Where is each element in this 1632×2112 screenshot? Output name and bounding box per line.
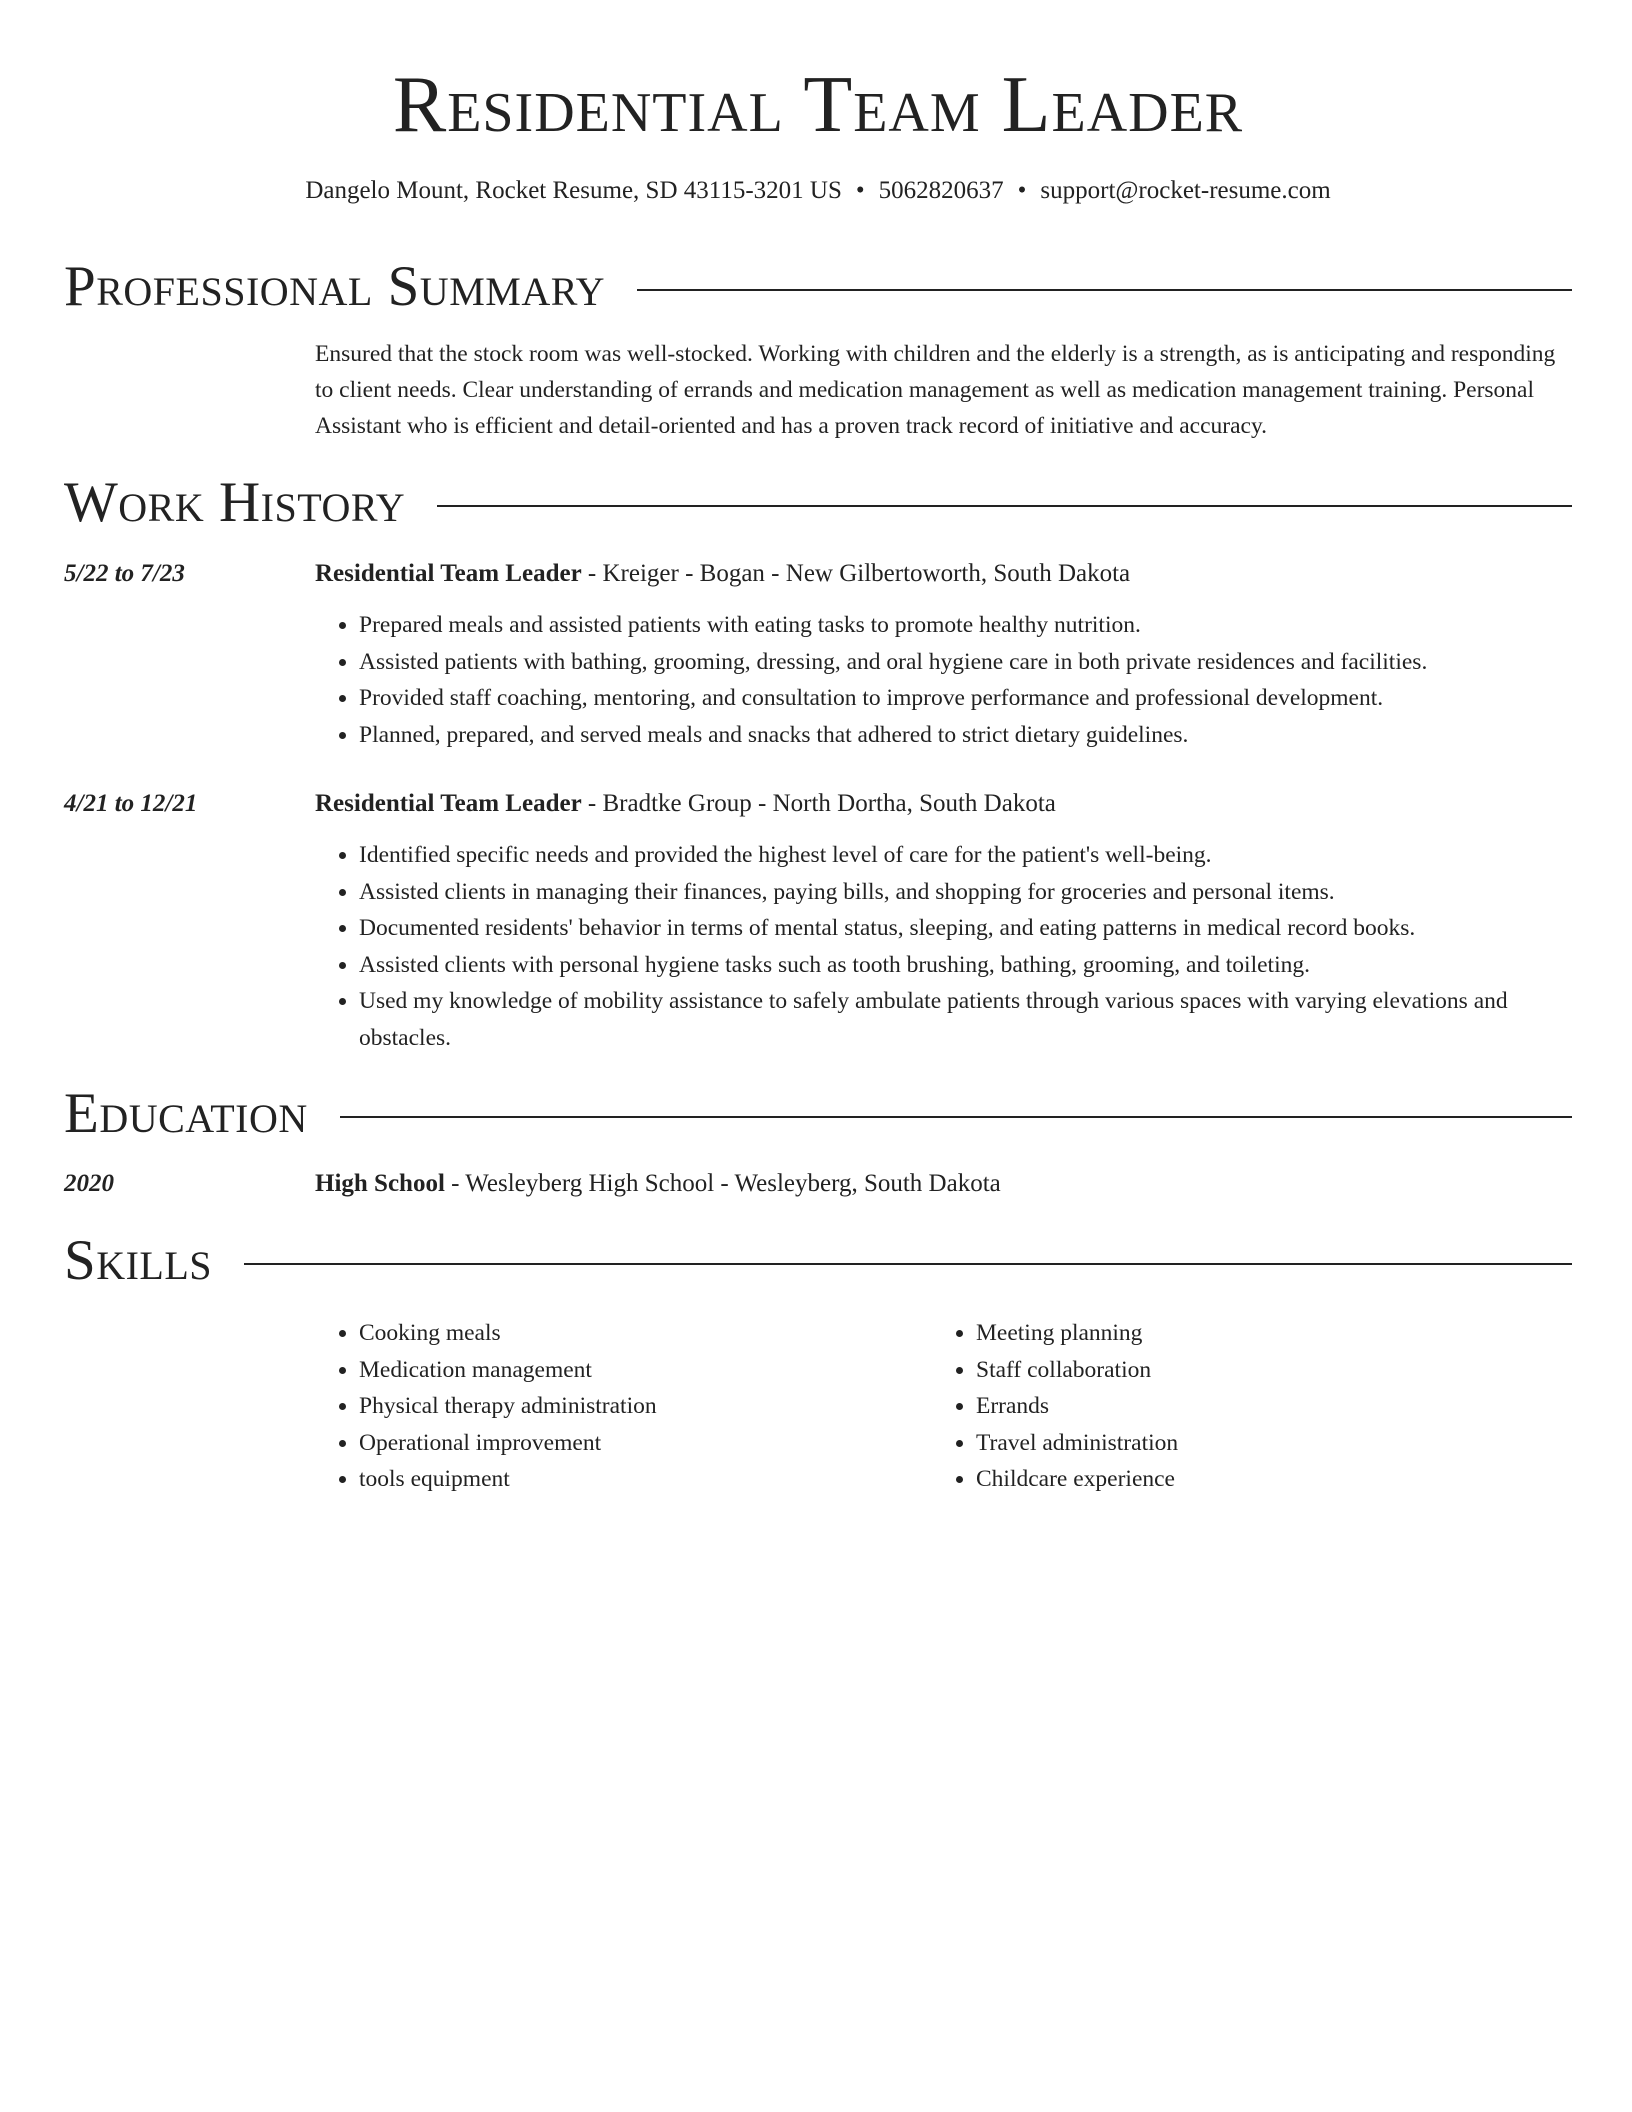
section-divider xyxy=(340,1116,1572,1118)
skill-item: • Cooking meals xyxy=(359,1315,915,1352)
skill-item: • Operational improvement xyxy=(359,1425,915,1462)
skill-item: • Childcare experience xyxy=(976,1461,1532,1498)
contact-line xyxy=(64,174,1572,208)
education-degree: High School xyxy=(315,1170,445,1197)
summary-text: Ensured that the stock room was well-stocked. Working with children and the elderly is a strength, as is anticipating and responding to client needs. Clear understanding of errands and medication management as well as medication management training. Personal Assistant who is efficient and detail-oriented and has a proven track record of initiative and accuracy. xyxy=(315,341,1556,439)
work-section-header xyxy=(64,470,1572,536)
education-heading: Education xyxy=(64,1082,308,1145)
skills-list-left xyxy=(315,1315,915,1498)
list-item: • Assisted clients in managing their finances, paying bills, and shopping for groceries and personal items. xyxy=(359,874,1572,911)
work-heading: Work History xyxy=(64,471,406,534)
skill-item: • Medication management xyxy=(359,1352,915,1389)
summary-section-header xyxy=(64,254,1572,320)
list-item: • Documented residents' behavior in terms of mental status, sleeping, and eating patterns in medical record books. xyxy=(359,910,1572,947)
contact-separator: • xyxy=(1017,177,1027,204)
work-entry-bullets xyxy=(315,837,1572,1056)
section-divider xyxy=(437,505,1572,507)
list-item: • Prepared meals and assisted patients with eating tasks to promote healthy nutrition. xyxy=(359,607,1572,644)
education-entry xyxy=(315,1167,1572,1201)
education-details: - Wesleyberg High School - Wesleyberg, South Dakota xyxy=(444,1170,1001,1197)
skill-item: • Travel administration xyxy=(976,1425,1532,1462)
summary-heading: Professional Summary xyxy=(64,255,606,318)
list-item: • Used my knowledge of mobility assistance to safely ambulate patients through various spaces with varying elevations and obstacles. xyxy=(359,983,1572,1056)
work-entry-bullets xyxy=(315,607,1572,753)
education-section-header xyxy=(64,1081,1572,1147)
skill-item: • Errands xyxy=(976,1388,1532,1425)
education-year: 2020 xyxy=(64,1170,114,1197)
work-entry-title xyxy=(315,787,1572,821)
skill-item: • Meeting planning xyxy=(976,1315,1532,1352)
list-item: • Identified specific needs and provided the highest level of care for the patient's well-being. xyxy=(359,837,1572,874)
work-entry-role: Residential Team Leader xyxy=(315,790,582,817)
work-entry-role: Residential Team Leader xyxy=(315,560,582,587)
skill-item: • Staff collaboration xyxy=(976,1352,1532,1389)
skills-heading: Skills xyxy=(64,1229,213,1292)
work-entry-details: - Kreiger - Bogan - New Gilbertoworth, South Dakota xyxy=(581,560,1131,587)
skill-item: • Physical therapy administration xyxy=(359,1388,915,1425)
resume-title: Residential Team Leader xyxy=(392,61,1244,149)
contact-separator: • xyxy=(855,177,865,204)
contact-phone: 5062820637 xyxy=(878,177,1004,204)
list-item: • Assisted patients with bathing, grooming, dressing, and oral hygiene care in both private residences and facilities. xyxy=(359,644,1572,681)
list-item: • Assisted clients with personal hygiene tasks such as tooth brushing, bathing, grooming, and toileting. xyxy=(359,947,1572,984)
work-entry-details: - Bradtke Group - North Dortha, South Dakota xyxy=(581,790,1056,817)
work-entry-dates: 5/22 to 7/23 xyxy=(64,560,185,587)
list-item: • Provided staff coaching, mentoring, and consultation to improve performance and professional development. xyxy=(359,680,1572,717)
work-entry-title xyxy=(315,557,1572,591)
skills-list-right xyxy=(932,1315,1532,1498)
section-divider xyxy=(244,1263,1572,1265)
skills-section-header xyxy=(64,1228,1572,1294)
contact-address: Dangelo Mount, Rocket Resume, SD 43115-3201 US xyxy=(305,177,842,204)
skill-item: • tools equipment xyxy=(359,1461,915,1498)
contact-email: support@rocket-resume.com xyxy=(1040,177,1331,204)
section-divider xyxy=(637,289,1572,291)
list-item: • Planned, prepared, and served meals and snacks that adhered to strict dietary guidelines. xyxy=(359,717,1572,754)
work-entry-dates: 4/21 to 12/21 xyxy=(64,790,198,817)
